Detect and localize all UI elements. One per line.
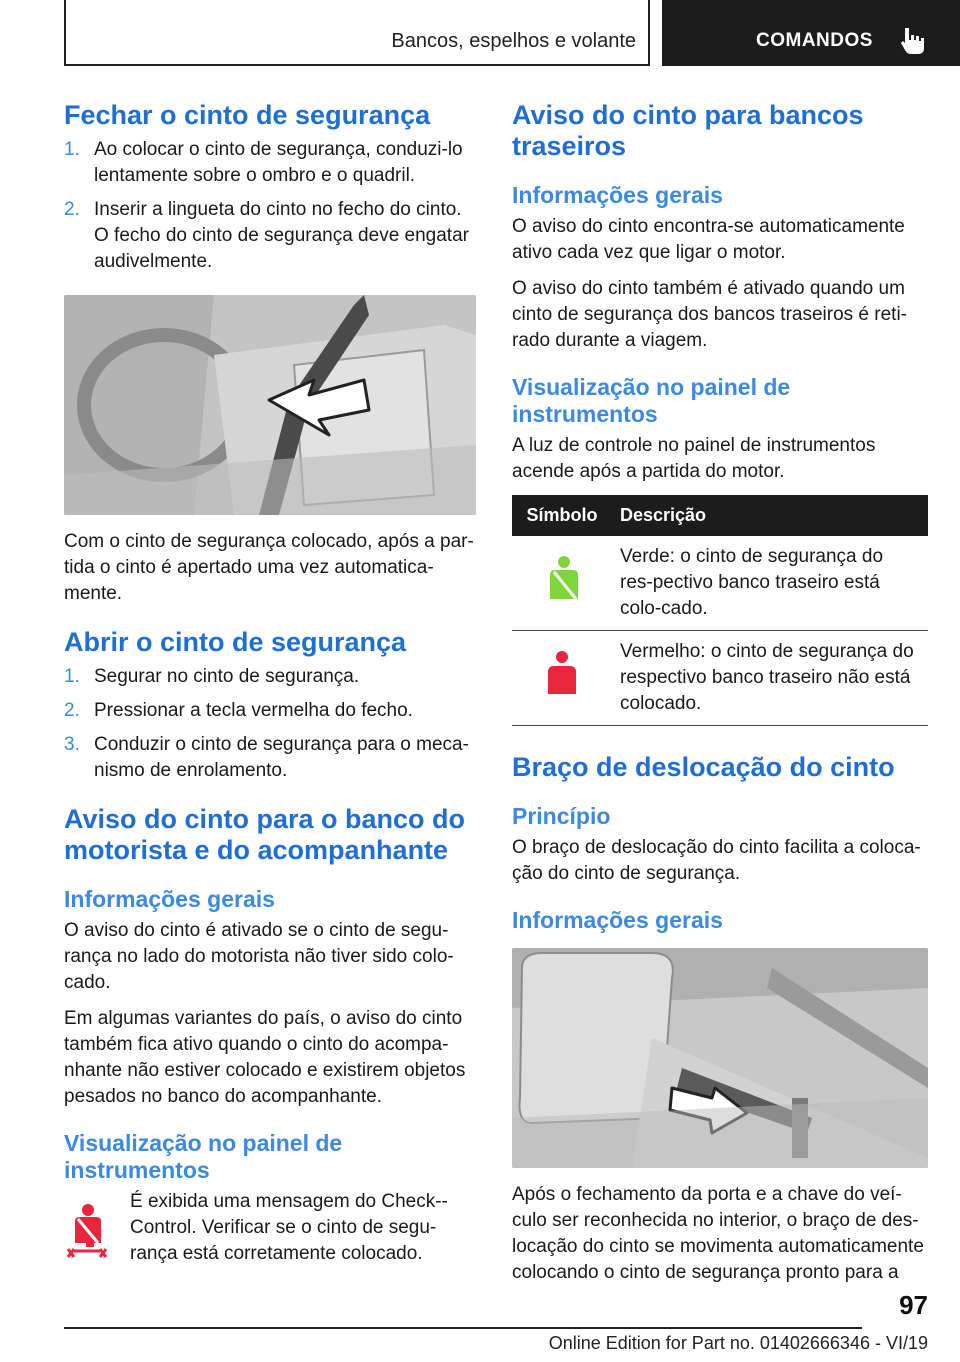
- heading-front-warning: Aviso do cinto para o banco do motorista e do acompanhante: [64, 804, 466, 865]
- table-header-row: [512, 495, 928, 536]
- header-divider: [648, 0, 650, 66]
- step-number: 1.: [64, 666, 80, 687]
- paragraph: Após o fechamento da porta e a chave do veí-culo ser reconhecida no interior, o braço de des-locação do cinto se movimenta automaticamente colocando o cinto de segurança pronto para a: [512, 1184, 924, 1283]
- step-text: Conduzir o cinto de segurança para o meca-nismo de enrolamento.: [94, 734, 469, 781]
- step-number: 2.: [64, 199, 80, 220]
- description-cell: Verde: o cinto de segurança do res-pectivo banco traseiro está colo-cado.: [612, 536, 928, 631]
- header-chapter-title: COMANDOS: [756, 30, 873, 51]
- seatbelt-warning-icon: [64, 1203, 110, 1263]
- header-bottom-border: [64, 64, 648, 66]
- subheading-general-info: Informações gerais: [512, 907, 723, 933]
- page-number: 97: [899, 1290, 928, 1320]
- symbol-cell: [512, 631, 612, 726]
- paragraph: Em algumas variantes do país, o aviso do cinto também fica ativo quando o cinto do acompa-nhante não estiver colocado e existirem objetos pesados no banco do acompanhante.: [64, 1008, 466, 1107]
- list-item: [64, 698, 476, 724]
- display-message-text: É exibida uma mensagem do Check--Control. Verificar se o cinto de segu-rança está corretamente colocado.: [130, 1191, 448, 1264]
- table-row: [512, 631, 928, 726]
- step-number: 1.: [64, 139, 80, 160]
- hand-pointer-icon: [900, 26, 926, 56]
- list-item: [64, 732, 476, 784]
- header-section-title: Bancos, espelhos e volante: [391, 30, 636, 52]
- heading-belt-arm: Braço de deslocação do cinto: [512, 752, 895, 782]
- left-column: [64, 100, 476, 1271]
- display-message-row: [64, 1189, 476, 1271]
- subheading-display: Visualização no painel de instrumentos: [64, 1130, 343, 1183]
- step-text: Segurar no cinto de segurança.: [94, 666, 360, 687]
- step-text: Inserir a lingueta do cinto no fecho do cinto. O fecho do cinto de segurança deve engatar audivelmente.: [94, 199, 469, 272]
- paragraph: A luz de controle no painel de instrumentos acende após a partida do motor.: [512, 435, 876, 482]
- green-seatbelt-icon: [542, 555, 582, 603]
- description-cell: Vermelho: o cinto de segurança do respectivo banco traseiro não está colocado.: [612, 631, 928, 726]
- paragraph: O aviso do cinto também é ativado quando um cinto de segurança dos bancos traseiros é reti-rado durante a viagem.: [512, 278, 907, 351]
- subheading-display: Visualização no painel de instrumentos: [512, 374, 791, 427]
- step-number: 3.: [64, 734, 80, 755]
- close-steps-list: [64, 137, 476, 275]
- paragraph: O aviso do cinto é ativado se o cinto de segu-rança no lado do motorista não tiver sido colo-cado.: [64, 920, 454, 993]
- seatbelt-photo: [64, 295, 476, 515]
- right-column: [512, 100, 928, 1296]
- subheading-general-info: Informações gerais: [64, 886, 275, 912]
- belt-arm-photo: [512, 948, 928, 1168]
- subheading-general-info: Informações gerais: [512, 182, 723, 208]
- subheading-principle: Princípio: [512, 803, 611, 829]
- step-text: Ao colocar o cinto de segurança, conduzi-lo lentamente sobre o ombro e o quadril.: [94, 139, 463, 186]
- column-header-description: Descrição: [612, 495, 928, 536]
- open-steps-list: [64, 664, 476, 784]
- step-text: Pressionar a tecla vermelha do fecho.: [94, 700, 413, 721]
- column-header-symbol: Símbolo: [512, 495, 612, 536]
- paragraph: O braço de deslocação do cinto facilita a coloca-ção do cinto de segurança.: [512, 837, 921, 884]
- paragraph: Com o cinto de segurança colocado, após a par-tida o cinto é apertado uma vez automatica-mente.: [64, 531, 474, 604]
- red-occupant-icon: [542, 650, 582, 698]
- heading-close-belt: Fechar o cinto de segurança: [64, 100, 431, 130]
- footer-edition: Online Edition for Part no. 01402666346 - VI/19: [548, 1333, 928, 1353]
- heading-open-belt: Abrir o cinto de segurança: [64, 627, 407, 657]
- step-number: 2.: [64, 700, 80, 721]
- header-chapter-tab: [662, 0, 960, 66]
- symbol-table: [512, 495, 928, 726]
- table-row: [512, 536, 928, 631]
- footer-rule: [64, 1327, 862, 1329]
- list-item: [64, 197, 476, 275]
- heading-rear-warning: Aviso do cinto para bancos traseiros: [512, 100, 864, 161]
- symbol-cell: [512, 536, 612, 631]
- list-item: [64, 664, 476, 690]
- paragraph: O aviso do cinto encontra-se automaticamente ativo cada vez que ligar o motor.: [512, 216, 905, 263]
- list-item: [64, 137, 476, 189]
